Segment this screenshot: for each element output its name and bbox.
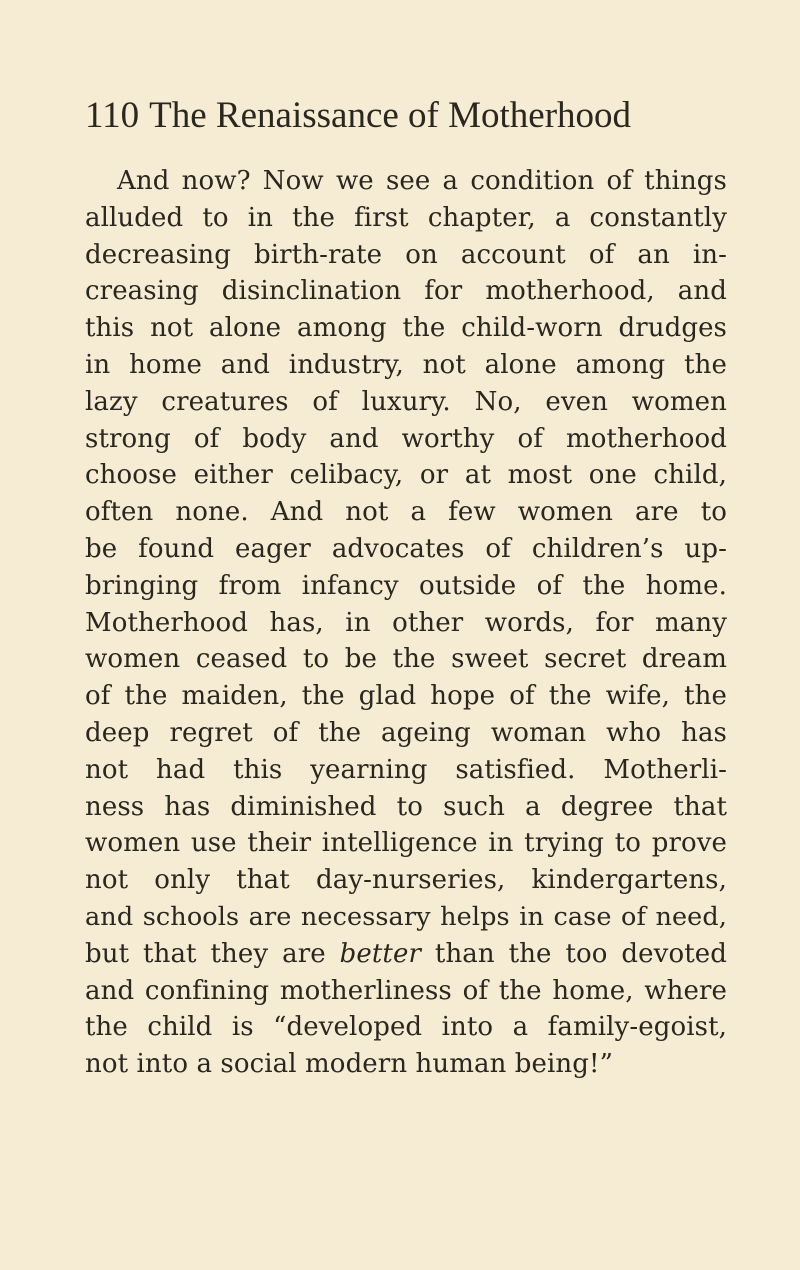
text-segment: but that they are bbox=[85, 938, 340, 969]
page-number: 110 bbox=[85, 95, 140, 136]
text-line: not had this yearning satisfied. Motherli- bbox=[85, 754, 727, 785]
text-line: creasing disinclination for motherhood, and bbox=[85, 276, 727, 307]
text-line: bringing from infancy outside of the home. bbox=[85, 570, 727, 601]
running-title: The Renaissance of Motherhood bbox=[149, 95, 632, 136]
text-line: in home and industry, not alone among the bbox=[85, 349, 727, 380]
text-line: the child is “developed into a family-egoist, bbox=[85, 1012, 727, 1043]
text-line: this not alone among the child-worn drudges bbox=[85, 313, 727, 344]
text-line: women use their intelligence in trying to prove bbox=[85, 828, 727, 859]
text-line: ness has diminished to such a degree that bbox=[85, 791, 727, 822]
text-line: lazy creatures of luxury. No, even women bbox=[85, 386, 727, 417]
text-line: Motherhood has, in other words, for many bbox=[85, 607, 727, 638]
text-line: And now? Now we see a condition of things bbox=[117, 166, 727, 196]
text-line: and schools are necessary helps in case of need, bbox=[85, 901, 727, 932]
text-line: alluded to in the first chapter, a constantly bbox=[85, 202, 727, 233]
emphasized-word: better bbox=[339, 938, 421, 969]
text-line: and confining motherliness of the home, where bbox=[85, 975, 727, 1006]
text-line: strong of body and worthy of motherhood bbox=[85, 423, 727, 454]
body-paragraph bbox=[85, 163, 727, 1083]
running-head bbox=[85, 96, 631, 136]
text-line: women ceased to be the sweet secret dream bbox=[85, 644, 727, 675]
text-line-with-emphasis bbox=[85, 936, 727, 973]
text-line: of the maiden, the glad hope of the wife, the bbox=[85, 681, 727, 712]
text-line: choose either celibacy, or at most one child, bbox=[85, 460, 727, 491]
text-line: decreasing birth-rate on account of an in- bbox=[85, 239, 727, 270]
text-line: be found eager advocates of children’s up- bbox=[85, 533, 727, 564]
text-line: often none. And not a few women are to bbox=[85, 497, 727, 528]
text-line: not only that day-nurseries, kindergartens, bbox=[85, 865, 727, 896]
text-line: not into a social modern human being!” bbox=[85, 1049, 613, 1080]
text-segment: than the too devoted bbox=[420, 938, 727, 969]
text-line: deep regret of the ageing woman who has bbox=[85, 717, 727, 748]
